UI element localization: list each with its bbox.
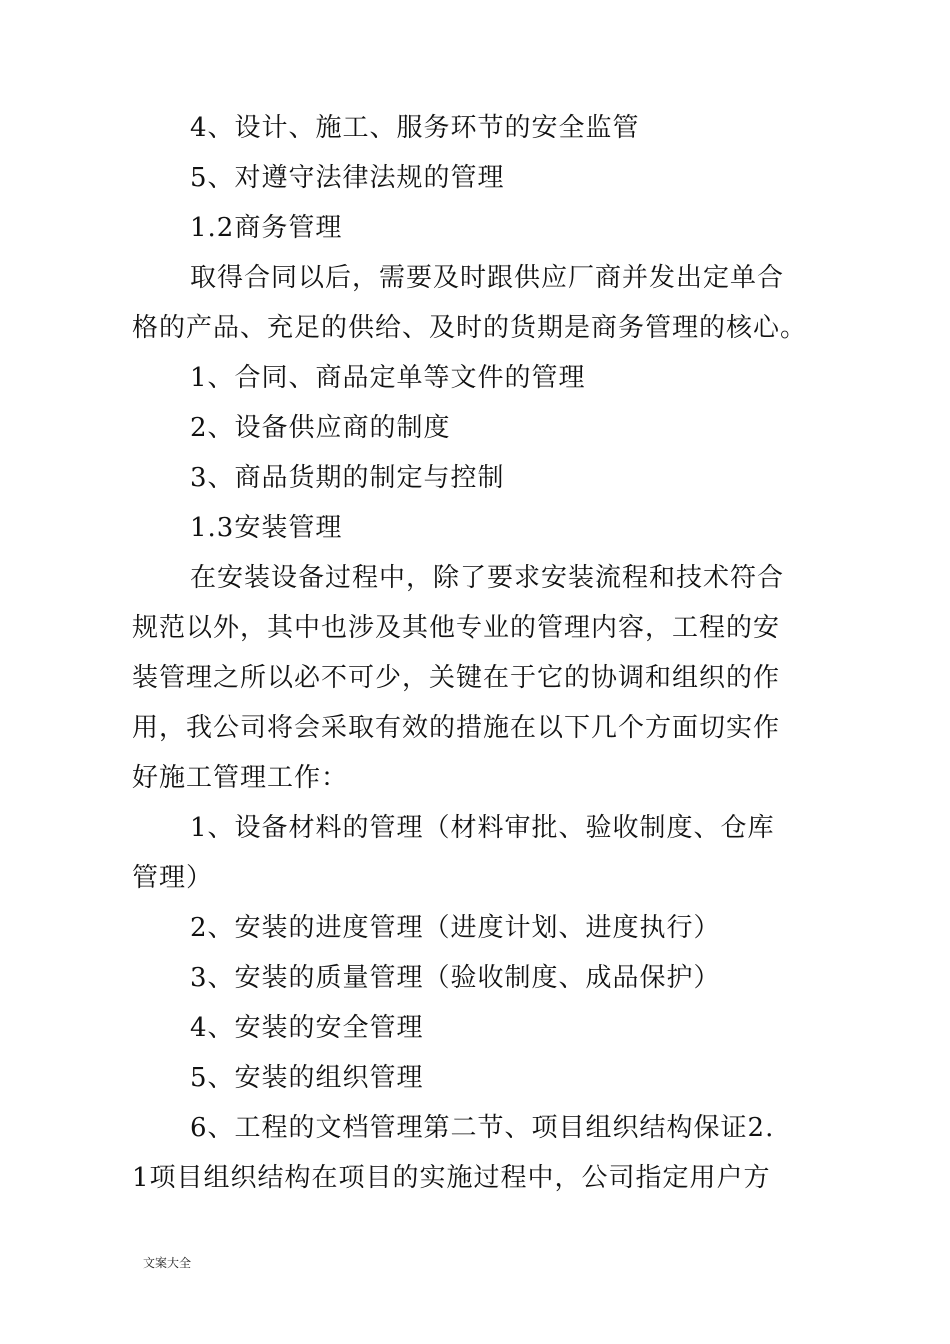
section-heading: 1.2商务管理 (190, 213, 343, 243)
text-line: 取得合同以后，需要及时跟供应厂商并发出定单合 (190, 263, 785, 293)
text-line: 1项目组织结构在项目的实施过程中，公司指定用户方 (132, 1163, 771, 1193)
section-heading: 1.3安装管理 (190, 513, 343, 543)
text-line: 6、工程的文档管理第二节、项目组织结构保证2. (190, 1113, 775, 1143)
text-line: 管理） (132, 863, 214, 893)
text-line: 1、设备材料的管理（材料审批、验收制度、仓库 (190, 813, 775, 843)
text-line: 5、对遵守法律法规的管理 (190, 163, 505, 193)
text-line: 1、合同、商品定单等文件的管理 (190, 363, 586, 393)
text-line: 2、安装的进度管理（进度计划、进度执行） (190, 913, 721, 943)
text-line: 4、安装的安全管理 (190, 1013, 424, 1043)
text-line: 装管理之所以必不可少，关键在于它的协调和组织的作 (132, 663, 781, 693)
text-line: 格的产品、充足的供给、及时的货期是商务管理的核心。 (132, 313, 808, 343)
text-line: 2、设备供应商的制度 (190, 413, 451, 443)
text-line: 用，我公司将会采取有效的措施在以下几个方面切实作 (132, 713, 781, 743)
footer-text: 文案大全 (143, 1256, 192, 1270)
text-line: 在安装设备过程中，除了要求安装流程和技术符合 (190, 563, 785, 593)
text-line: 5、安装的组织管理 (190, 1063, 424, 1093)
text-line: 3、安装的质量管理（验收制度、成品保护） (190, 963, 721, 993)
text-line: 好施工管理工作： (132, 763, 349, 793)
text-line: 规范以外，其中也涉及其他专业的管理内容，工程的安 (132, 613, 781, 643)
text-line: 4、设计、施工、服务环节的安全监管 (190, 113, 640, 143)
text-line: 3、商品货期的制定与控制 (190, 463, 505, 493)
